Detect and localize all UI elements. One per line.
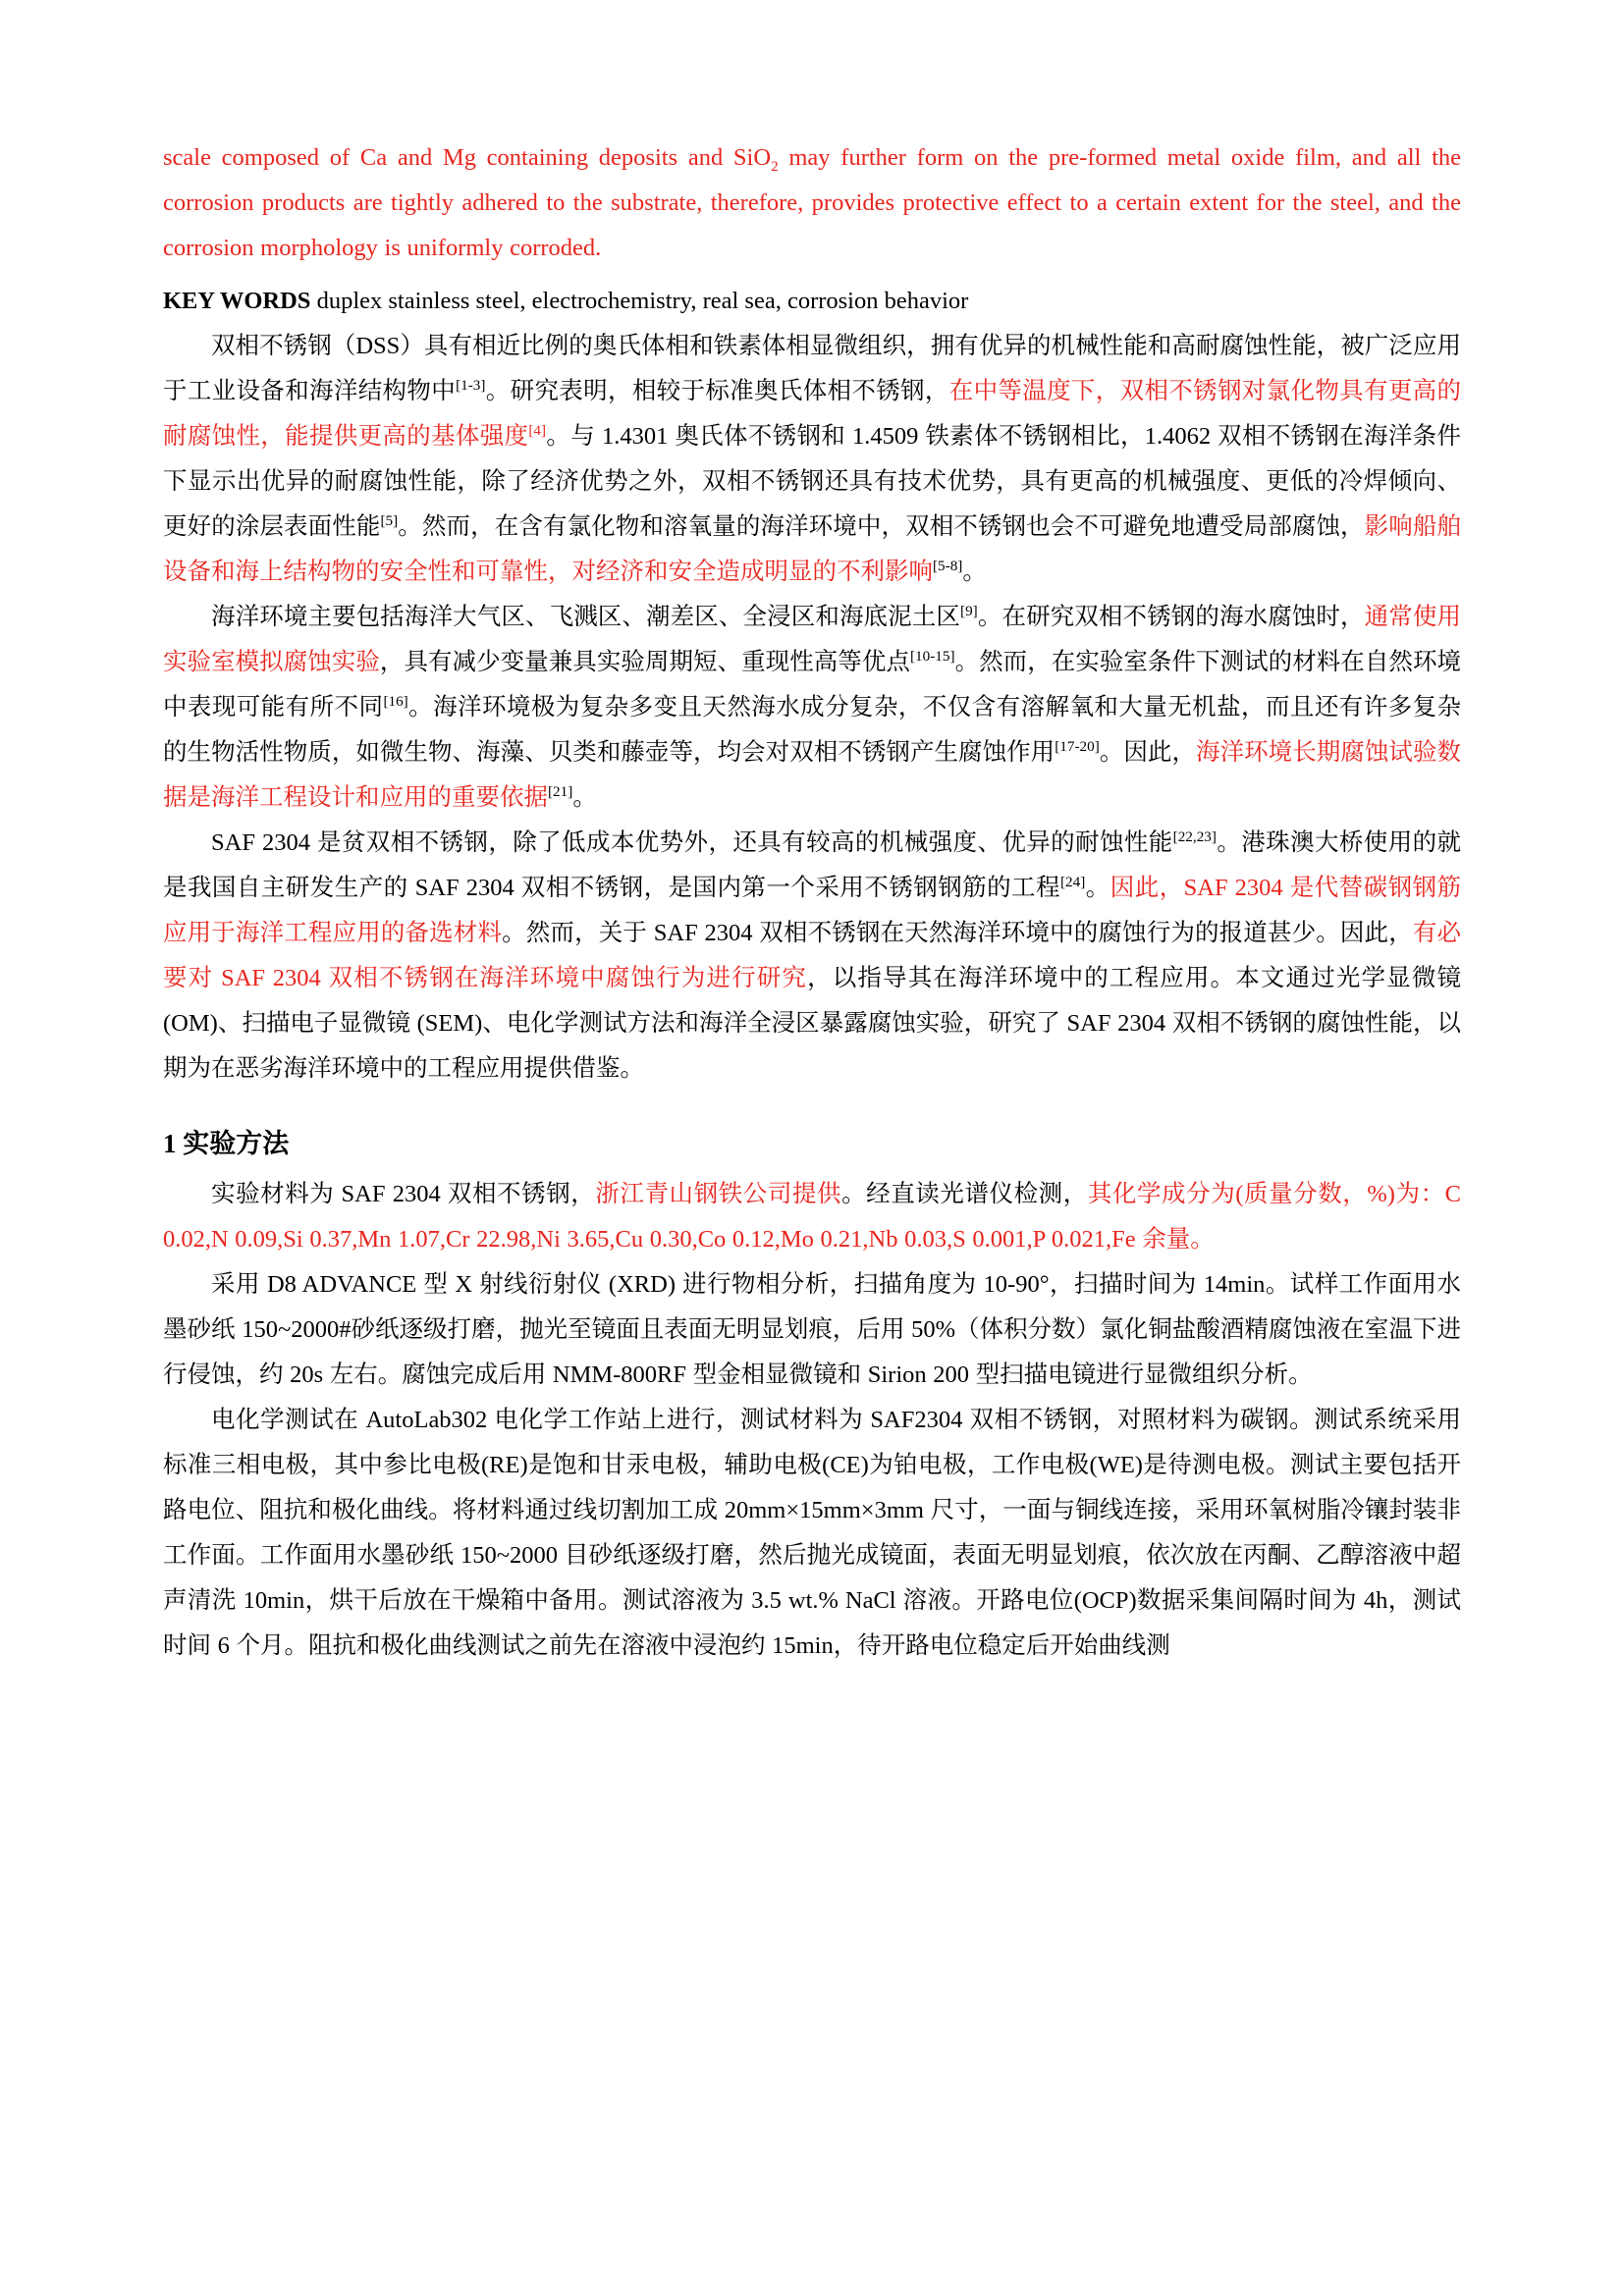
p2-highlight2: 海洋环境长期腐蚀试验数据是海洋工程设计和应用的重要依据 (163, 739, 1461, 811)
keywords-value: duplex stainless steel, electrochemistry, real sea, corrosion behavior (310, 288, 969, 314)
p3-highlight1: 因此，SAF 2304 是代替碳钢钢筋应用于海洋工程应用的备选材料 (163, 875, 1461, 946)
keywords-label: KEY WORDS (163, 288, 311, 314)
p1-s3: 。与 1.4301 奥氏体不锈钢和 1.4509 铁素体不锈钢相比，1.4062 双相不锈钢在海洋条件下显示出优异的耐腐蚀性能，除了经济优势之外，双相不锈钢还具有技术优势，具有更高的机械强度、更低的冷焊倾向、更好的涂层表面性能 (163, 423, 1462, 540)
abstract-tail-paragraph (163, 135, 1461, 271)
p2-s4: 。然而，在实验室条件下测试的材料在自然环境中表现可能有所不同 (163, 649, 1461, 721)
p3-s1: SAF 2304 是贫双相不锈钢，除了低成本优势外，还具有较高的机械强度、优异的耐蚀性能 (211, 829, 1173, 856)
p3-ref1: [22,23] (1172, 828, 1217, 845)
abstract-text-part2: may further form on the pre-formed metal oxide film, and all the corrosion products are tightly adhered to the substrate, therefore, provides protective effect to a certain extent for the steel, and the corrosion morphology is uniformly corroded. (163, 144, 1461, 261)
p3-s4: 。然而，关于 SAF 2304 双相不锈钢在天然海洋环境中的腐蚀行为的报道甚少。因此， (502, 920, 1413, 946)
p3-highlight2: 有必要对 SAF 2304 双相不锈钢在海洋环境中腐蚀行为进行研究 (163, 920, 1462, 991)
p2-s3: ，具有减少变量兼具实验周期短、重现性高等优点 (379, 649, 910, 675)
p3-s2: 。港珠澳大桥使用的就是我国自主研发生产的 SAF 2304 双相不锈钢，是国内第一个采用不锈钢钢筋的工程 (163, 829, 1462, 901)
p1-s4: 。然而，在含有氯化物和溶氧量的海洋环境中，双相不锈钢也会不可避免地遭受局部腐蚀， (398, 513, 1365, 540)
p2-s2: 。在研究双相不锈钢的海水腐蚀时， (977, 604, 1365, 630)
p1-ref1: [1-3] (456, 376, 486, 394)
p1-s2: 。研究表明，相较于标准奥氏体相不锈钢， (485, 378, 949, 404)
p3-s5: ，以指导其在海洋环境中的工程应用。本文通过光学显微镜 (OM)、扫描电子显微镜 (SEM)、电化学测试方法和海洋全浸区暴露腐蚀实验，研究了 SAF 2304 双相不锈钢的腐蚀性能，以期为在恶劣海洋环境中的工程应用提供借鉴。 (163, 965, 1461, 1082)
p2-ref2: [10-15] (909, 647, 955, 665)
sio2-subscript: 2 (771, 157, 779, 175)
section1-paragraph-1 (163, 1172, 1461, 1262)
p1-s5: 。 (962, 559, 987, 585)
s1p1-highlight2: 其化学成分为(质量分数，%)为：C 0.02,N 0.09,Si 0.37,Mn 1.07,Cr 22.98,Ni 3.65,Cu 0.30,Co 0.12,Mo 0.21,Nb 0.03,S 0.001,P 0.021,Fe 余量。 (163, 1181, 1462, 1253)
p2-highlight1: 通常使用实验室模拟腐蚀实验 (163, 604, 1462, 675)
p2-s7: 。 (572, 784, 597, 811)
p2-ref3: [16] (383, 692, 408, 710)
p3-ref2: [24] (1059, 873, 1086, 890)
section1-paragraph-2: 采用 D8 ADVANCE 型 X 射线衍射仪 (XRD) 进行物相分析，扫描角度为 10-90°，扫描时间为 14min。试样工作面用水墨砂纸 150~2000#砂纸逐级打磨，抛光至镜面且表面无明显划痕，后用 50%（体积分数）氯化铜盐酸酒精腐蚀液在室温下进行侵蚀，约 20s 左右。腐蚀完成后用 NMM-800RF 型金相显微镜和 Sirion 200 型扫描电镜进行显微组织分析。 (163, 1271, 1461, 1388)
s1p1-s1: 实验材料为 SAF 2304 双相不锈钢， (211, 1181, 596, 1207)
s1p1-highlight1: 浙江青山钢铁公司提供 (595, 1181, 842, 1207)
intro-paragraph-2 (163, 595, 1461, 821)
p2-s5: 。海洋环境极为复杂多变且天然海水成分复杂，不仅含有溶解氧和大量无机盐，而且还有许多复杂的生物活性物质，如微生物、海藻、贝类和藤壶等，均会对双相不锈钢产生腐蚀作用 (163, 694, 1462, 766)
p2-ref5: [21] (548, 782, 573, 800)
p2-s1: 海洋环境主要包括海洋大气区、飞溅区、潮差区、全浸区和海底泥土区 (211, 604, 961, 630)
p1-highlight1: 在中等温度下，双相不锈钢对氯化物具有更高的耐腐蚀性，能提供更高的基体强度 (163, 378, 1462, 450)
intro-paragraph-3 (163, 821, 1461, 1092)
p3-s3: 。 (1085, 875, 1110, 901)
p1-ref4: [5-8] (933, 557, 963, 574)
section1-paragraph-3: 电化学测试在 AutoLab302 电化学工作站上进行，测试材料为 SAF2304 双相不锈钢，对照材料为碳钢。测试系统采用标准三相电极，其中参比电极(RE)是饱和甘汞电极，辅助电极(CE)为铂电极，工作电极(WE)是待测电极。测试主要包括开路电位、阻抗和极化曲线。将材料通过线切割加工成 20mm×15mm×3mm 尺寸，一面与铜线连接，采用环氧树脂冷镶封装非工作面。工作面用水墨砂纸 150~2000 目砂纸逐级打磨，然后抛光成镜面，表面无明显划痕，依次放在丙酮、乙醇溶液中超声清洗 10min，烘干后放在干燥箱中备用。测试溶液为 3.5 wt.% NaCl 溶液。开路电位(OCP)数据采集间隔时间为 4h，测试时间 6 个月。阻抗和极化曲线测试之前先在溶液中浸泡约 15min，待开路电位稳定后开始曲线测 (163, 1407, 1461, 1659)
p1-ref2: [4] (528, 421, 547, 439)
p2-ref4: [17-20] (1055, 737, 1100, 755)
s1p1-s2: 。经直读光谱仪检测， (841, 1181, 1088, 1207)
keywords-line (163, 279, 1461, 324)
section-heading-1: 1 实验方法 (163, 1129, 290, 1158)
p1-s1: 双相不锈钢（DSS）具有相近比例的奥氏体相和铁素体相显微组织，拥有优异的机械性能和高耐腐蚀性能，被广泛应用于工业设备和海洋结构物中 (163, 333, 1461, 404)
intro-paragraph-1 (163, 324, 1461, 595)
p2-s6: 。因此， (1099, 739, 1197, 766)
abstract-text-part1: scale composed of Ca and Mg containing deposits and SiO (163, 144, 772, 171)
p1-highlight2: 影响船舶设备和海上结构物的安全性和可靠性，对经济和安全造成明显的不利影响 (163, 513, 1461, 585)
p2-ref1: [9] (960, 602, 978, 619)
p1-ref3: [5] (380, 511, 399, 529)
